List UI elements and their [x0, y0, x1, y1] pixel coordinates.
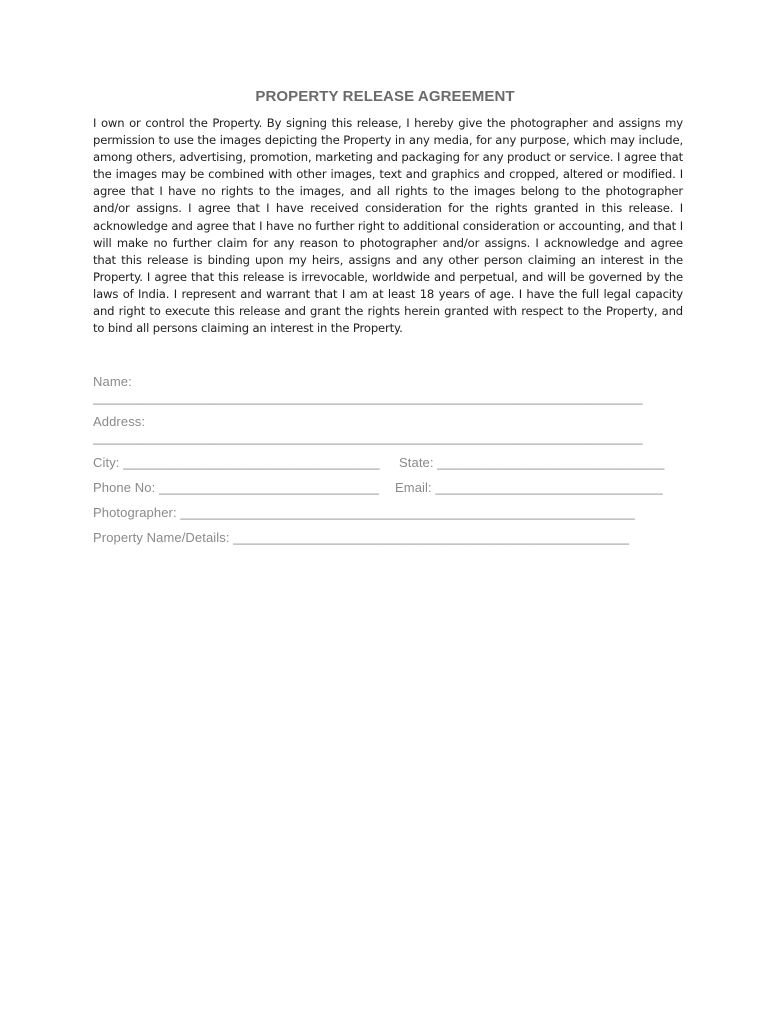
city-field[interactable]: City: ___________________________________: [93, 455, 380, 470]
name-label: Name:: [93, 374, 132, 389]
phone-field[interactable]: Phone No: ______________________________: [93, 480, 379, 495]
release-text: I own or control the Property. By signing this release, I hereby give the photographer and assigns my permission to use the images depicting the Property in any media, for any purpose, which may include, among others, advertising, promotion, marketing and packaging for any product or service. I agree that the images may be combined with other images, text and graphics and cropped, altered or modified. I agree that I have no rights to the images, and all rights to the images belong to the photographer and/or assigns. I agree that I have received consideration for the rights granted in this release. I acknowledge and agree that I have no further right to additional consideration or accounting, and that I will make no further claim for any reason to photographer and/or assigns. I acknowledge and agree that this release is binding upon my heirs, assigns and any other person claiming an interest in the Property. I agree that this release is irrevocable, worldwide and perpetual, and will be governed by the laws of India. I represent and warrant that I am at least 18 years of age. I have the full legal capacity and right to execute this release and grant the rights herein granted with respect to the Property, and to bind all persons claiming an interest in the Property.: [93, 116, 683, 336]
name-line[interactable]: ____________________________________________________________________________: [93, 390, 643, 405]
state-field[interactable]: State: _______________________________: [399, 455, 665, 470]
address-line[interactable]: ____________________________________________________________________________: [93, 430, 643, 445]
photographer-field[interactable]: Photographer: ______________________________________________________________: [93, 505, 635, 520]
document-title: PROPERTY RELEASE AGREEMENT: [255, 88, 515, 105]
email-field[interactable]: Email: _______________________________: [395, 480, 663, 495]
address-label: Address:: [93, 414, 146, 429]
property-details-field[interactable]: Property Name/Details: ______________________________________________________: [93, 530, 630, 545]
